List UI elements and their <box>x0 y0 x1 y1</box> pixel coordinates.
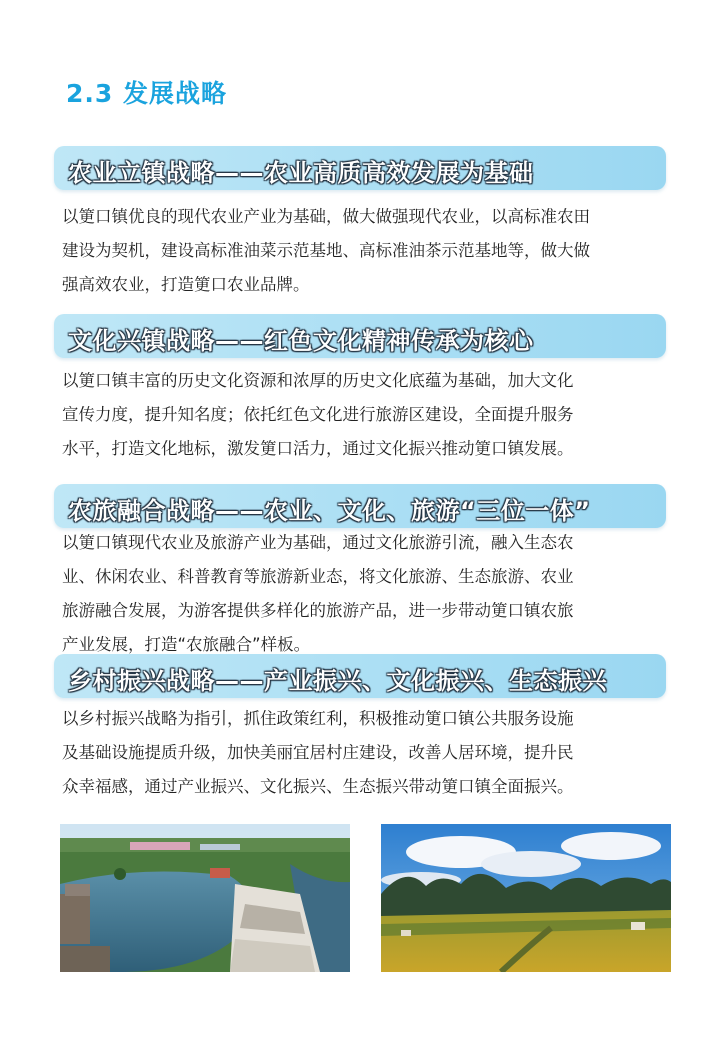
paragraph-line: 产业发展，打造“农旅融合”样板。 <box>62 635 311 654</box>
paragraph-line: 强高效农业，打造筻口农业品牌。 <box>62 275 310 294</box>
paragraph-line: 旅游融合发展，为游客提供多样化的旅游产品，进一步带动筻口镇农旅 <box>62 601 574 620</box>
strategy-title-1: 农业立镇战略——农业高质高效发展为基础 <box>68 159 534 187</box>
paragraph-line: 以筻口镇现代农业及旅游产业为基础，通过文化旅游引流，融入生态农 <box>62 533 574 552</box>
town-river-photo <box>60 824 350 972</box>
paragraph-line: 及基础设施提质升级，加快美丽宜居村庄建设，改善人居环境，提升民 <box>62 743 574 762</box>
strategy-paragraph-3 <box>62 526 662 662</box>
strategy-paragraph-4 <box>62 702 662 804</box>
paragraph-line: 以乡村振兴战略为指引，抓住政策红利，积极推动筻口镇公共服务设施 <box>62 709 574 728</box>
paragraph-line: 建设为契机，建设高标准油菜示范基地、高标准油茶示范基地等，做大做 <box>62 241 590 260</box>
strategy-banner-4 <box>54 654 666 698</box>
paragraph-line: 水平，打造文化地标，激发筻口活力，通过文化振兴推动筻口镇发展。 <box>62 439 574 458</box>
strategy-banner-3 <box>54 484 666 528</box>
strategy-paragraph-1 <box>62 200 662 302</box>
strategy-paragraph-2 <box>62 364 662 466</box>
mountain-fields-photo <box>381 824 671 972</box>
strategy-title-4: 乡村振兴战略——产业振兴、文化振兴、生态振兴 <box>68 667 607 695</box>
strategy-title-3: 农旅融合战略——农业、文化、旅游“三位一体” <box>68 497 591 525</box>
strategy-banner-1 <box>54 146 666 190</box>
paragraph-line: 业、休闲农业、科普教育等旅游新业态，将文化旅游、生态旅游、农业 <box>62 567 574 586</box>
strategy-title-2: 文化兴镇战略——红色文化精神传承为核心 <box>68 327 534 355</box>
paragraph-line: 以筻口镇丰富的历史文化资源和浓厚的历史文化底蕴为基础，加大文化 <box>62 371 574 390</box>
paragraph-line: 宣传力度，提升知名度；依托红色文化进行旅游区建设，全面提升服务 <box>62 405 574 424</box>
strategy-banner-2 <box>54 314 666 358</box>
section-heading: 2.3 发展战略 <box>66 79 227 108</box>
paragraph-line: 众幸福感，通过产业振兴、文化振兴、生态振兴带动筻口镇全面振兴。 <box>62 777 574 796</box>
paragraph-line: 以筻口镇优良的现代农业产业为基础，做大做强现代农业，以高标准农田 <box>62 207 590 226</box>
